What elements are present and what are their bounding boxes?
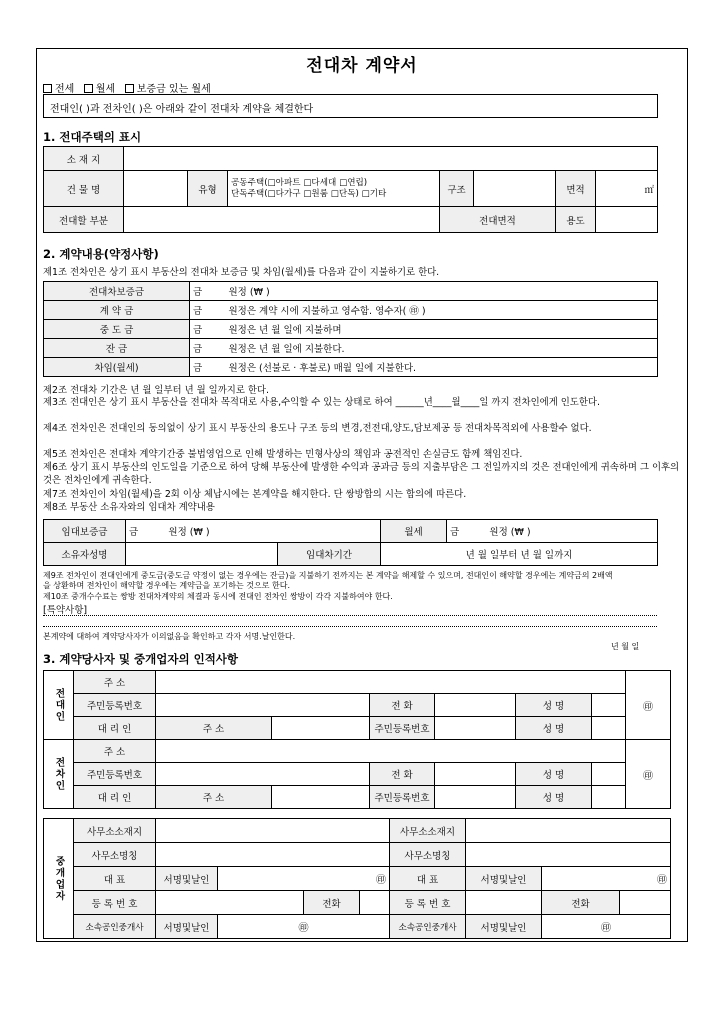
payment-prefix-monthly: 금 [190,358,226,377]
sublessor-header: 전대인 [44,671,74,740]
contract-type-options [43,80,211,95]
payment-text-balance[interactable]: 원정은 년 월 일에 지불한다. [226,339,658,358]
sublessor-agent-name-field[interactable] [592,717,626,740]
article4: 제4조 전차인은 전대인의 동의없이 상기 표시 부동산의 용도나 구조 등의 변경,전전대,양도,담보제공 등 전대차목적외에 사용할수 없다. [43,423,592,434]
lease-monthly-field[interactable] [447,520,658,543]
broker1-reg-label: 등 록 번 호 [74,891,156,915]
lease-period-field[interactable]: 년 월 일부터 년 월 일까지 [381,543,658,566]
type-line2: 단독주택(□다가구 □원룸 □단독) □기타 [231,188,387,199]
area-label: 면적 [556,171,596,207]
sublet-part-field[interactable] [124,207,440,233]
owner-name-field[interactable] [126,543,278,566]
building-label: 건 물 명 [44,171,124,207]
broker1-reg-field[interactable] [156,891,304,915]
sublessee-seal[interactable]: ㊞ [626,740,671,809]
intro-box [43,94,658,118]
lease-period-label: 임대차기간 [278,543,381,566]
sublessee-agent-name-label: 성 명 [516,786,592,809]
lease-deposit-label: 임대보증금 [44,520,126,543]
sublessee-name-field[interactable] [592,763,626,786]
broker1-rep-label: 대 표 [74,867,156,891]
payment-text-contract[interactable]: 원정은 계약 시에 지불하고 영수함. 영수자( ㊞ ) [226,301,658,320]
lease-deposit-text: 원정 (₩ ) [168,527,210,538]
broker1-phone-label: 전화 [304,891,360,915]
broker2-assoc-label: 소속공인중개사 [390,915,466,939]
broker1-office-addr-label: 사무소소재지 [74,819,156,843]
wolse-checkbox[interactable] [84,84,93,93]
deposit-wolse-label: 보증금 있는 월세 [136,84,211,95]
payment-prefix-contract: 금 [190,301,226,320]
lease-monthly-prefix: 금 [450,527,460,538]
broker2-office-addr-field[interactable] [466,819,671,843]
broker2-assoc-sign-label: 서명및날인 [466,915,542,939]
payment-text-middle[interactable]: 원정은 년 월 일에 지불하며 [226,320,658,339]
broker2-office-addr-label: 사무소소재지 [390,819,466,843]
sublessor-agent-addr-field[interactable] [272,717,370,740]
sublessor-phone-field[interactable] [435,694,516,717]
payment-prefix-balance: 금 [190,339,226,358]
sublessee-agent-addr-field[interactable] [272,786,370,809]
special-terms-line-1[interactable] [43,615,657,616]
payment-text-monthly[interactable]: 원정은 (선불로 · 후불로) 매월 일에 지불한다. [226,358,658,377]
article9: 제9조 전차인이 전대인에게 중도금(중도금 약정이 없는 경우에는 잔금)을 지불하기 전까지는 본 계약을 해제할 수 있으며, 전대인이 해약할 경우에는 계약금의 2배액 [43,571,613,580]
use-field[interactable] [596,207,658,233]
broker2-rep-seal[interactable]: ㊞ [542,867,671,891]
property-table [43,146,658,233]
lease-table [43,519,658,566]
sublessee-agent-name-field[interactable] [592,786,626,809]
sublessee-rrn-label: 주민등록번호 [74,763,156,786]
type-options[interactable] [228,171,440,207]
owner-name-label: 소유자성명 [44,543,126,566]
broker2-reg-field[interactable] [466,891,542,915]
sublessee-phone-label: 전 화 [370,763,435,786]
payment-table [43,281,658,377]
sublessor-seal[interactable]: ㊞ [626,671,671,740]
address-field[interactable] [124,147,658,171]
sublet-part-label: 전대할 부분 [44,207,124,233]
use-label: 용도 [556,207,596,233]
jeonse-checkbox[interactable] [43,84,52,93]
article8: 제8조 부동산 소유자와의 임대차 계약내용 [43,502,215,513]
sublessee-name-label: 성 명 [516,763,592,786]
article1: 제1조 전차인은 상기 표시 부동산의 전대차 보증금 및 차임(월세)를 다음과 같이 지불하기로 한다. [43,267,440,278]
jeonse-label: 전세 [55,84,75,95]
deposit-wolse-checkbox[interactable] [125,84,134,93]
sublessee-agent-rrn-label: 주민등록번호 [370,786,435,809]
broker2-office-name-label: 사무소명칭 [390,843,466,867]
sublessor-agent-label: 대 리 인 [74,717,156,740]
wolse-label: 월세 [95,84,116,95]
sublessor-rrn-label: 주민등록번호 [74,694,156,717]
broker-table [43,818,671,939]
payment-prefix-middle: 금 [190,320,226,339]
broker1-office-name-field[interactable] [156,843,390,867]
contract-page [36,48,688,942]
document-title: 전대차 계약서 [306,56,418,76]
broker1-assoc-sign-label: 서명및날인 [156,915,218,939]
broker1-sign-label: 서명및날인 [156,867,218,891]
building-field[interactable] [124,171,188,207]
address-label: 소 재 지 [44,147,124,171]
structure-label: 구조 [440,171,474,207]
article7: 제7조 전차인이 차임(월세)을 2회 이상 체납시에는 본계약을 해지한다. 단 쌍방합의 시는 합의에 따른다. [43,489,467,500]
sublessee-agent-addr-label: 주 소 [156,786,272,809]
broker-header: 중개업자 [44,819,74,939]
sublessor-agent-addr-label: 주 소 [156,717,272,740]
article5: 제5조 전차인은 전대차 계약기간중 불법영업으로 인해 발생하는 민형사상의 책임과 공전적인 손실금도 함께 책임진다. [43,449,523,460]
sublessor-agent-name-label: 성 명 [516,717,592,740]
payment-prefix-deposit: 금 [190,282,226,301]
section2-heading: 2. 계약내용(약정사항) [43,247,159,261]
broker2-reg-label: 등 록 번 호 [390,891,466,915]
article9b: 을 상환하며 전차인이 해약할 경우에는 계약금을 포기하는 것으로 한다. [43,581,290,590]
sublessor-name-label: 성 명 [516,694,592,717]
type-line1: 공동주택(□아파트 □다세대 □연립) [231,177,368,188]
confirmation-text: 본계약에 대하여 계약당사자가 이의없음을 확인하고 각자 서명.날인한다. [43,632,296,641]
area-field[interactable] [596,171,658,207]
article6: 제6조 상기 표시 부동산의 인도일을 기준으로 하여 당해 부동산에 발생한 수익과 공과금 등의 지출부담은 그 전일까지의 것은 전대인에게 귀속하며 그 이후의 것은 전차인에게 귀속한다. [43,462,680,486]
sublessor-address-field[interactable] [156,671,626,694]
broker1-assoc-seal[interactable]: ㊞ [218,915,390,939]
intro-text: 전대인( )과 전차인( )은 아래와 같이 전대차 계약을 체결한다 [50,104,314,115]
sublessor-rrn-field[interactable] [156,694,370,717]
broker1-office-addr-field[interactable] [156,819,390,843]
broker2-assoc-seal[interactable]: ㊞ [542,915,671,939]
payment-label-contract: 계 약 금 [44,301,190,320]
sublessor-name-field[interactable] [592,694,626,717]
special-terms-line-2[interactable] [43,626,657,627]
article3: 제3조 전대인은 상기 표시 부동산을 전대차 목적대로 사용,수익할 수 있는 상태로 하여 ______년____월____일 까지 전차인에게 인도한다. [43,397,600,408]
sublessor-agent-rrn-label: 주민등록번호 [370,717,435,740]
payment-label-deposit: 전대차보증금 [44,282,190,301]
sublessee-address-field[interactable] [156,740,626,763]
payment-label-balance: 잔 금 [44,339,190,358]
lease-monthly-label: 월세 [381,520,447,543]
parties-table [43,670,671,809]
broker2-rep-label: 대 표 [390,867,466,891]
type-label: 유형 [188,171,228,207]
section1-heading: 1. 전대주택의 표시 [43,130,142,144]
payment-text-deposit[interactable]: 원정 (₩ ) [226,282,658,301]
sublessee-rrn-field[interactable] [156,763,370,786]
broker2-office-name-field[interactable] [466,843,671,867]
broker1-phone-field[interactable] [360,891,390,915]
broker2-phone-label: 전화 [542,891,620,915]
broker1-rep-seal[interactable]: ㊞ [218,867,390,891]
sublessee-agent-label: 대 리 인 [74,786,156,809]
payment-label-middle: 중 도 금 [44,320,190,339]
lease-deposit-prefix: 금 [129,527,139,538]
payment-label-monthly: 차임(월세) [44,358,190,377]
contract-date[interactable]: 년 월 일 [611,642,640,651]
sublessee-phone-field[interactable] [435,763,516,786]
broker2-phone-field[interactable] [620,891,671,915]
sublessor-agent-rrn-field[interactable] [435,717,516,740]
sublet-area-label: 전대면적 [440,207,556,233]
article10: 제10조 중개수수료는 쌍방 전대차계약의 체결과 동시에 전대인 전차인 쌍방이 각각 지불하여야 한다. [43,592,393,601]
sublessee-agent-rrn-field[interactable] [435,786,516,809]
broker1-office-name-label: 사무소명칭 [74,843,156,867]
lease-monthly-text: 원정 (₩ ) [489,527,531,538]
sublessee-header: 전차인 [44,740,74,809]
article2: 제2조 전대차 기간은 년 월 일부터 년 월 일까지로 한다. [43,385,269,396]
sublessor-address-label: 주 소 [74,671,156,694]
structure-field[interactable] [474,171,556,207]
broker2-sign-label: 서명및날인 [466,867,542,891]
broker1-assoc-label: 소속공인중개사 [74,915,156,939]
section3-heading: 3. 계약당사자 및 중개업자의 인적사항 [43,652,239,666]
sublessee-address-label: 주 소 [74,740,156,763]
area-unit: ㎡ [644,184,654,196]
sublessor-phone-label: 전 화 [370,694,435,717]
lease-deposit-field[interactable] [126,520,381,543]
special-terms-label: [특약사항] [43,605,88,616]
